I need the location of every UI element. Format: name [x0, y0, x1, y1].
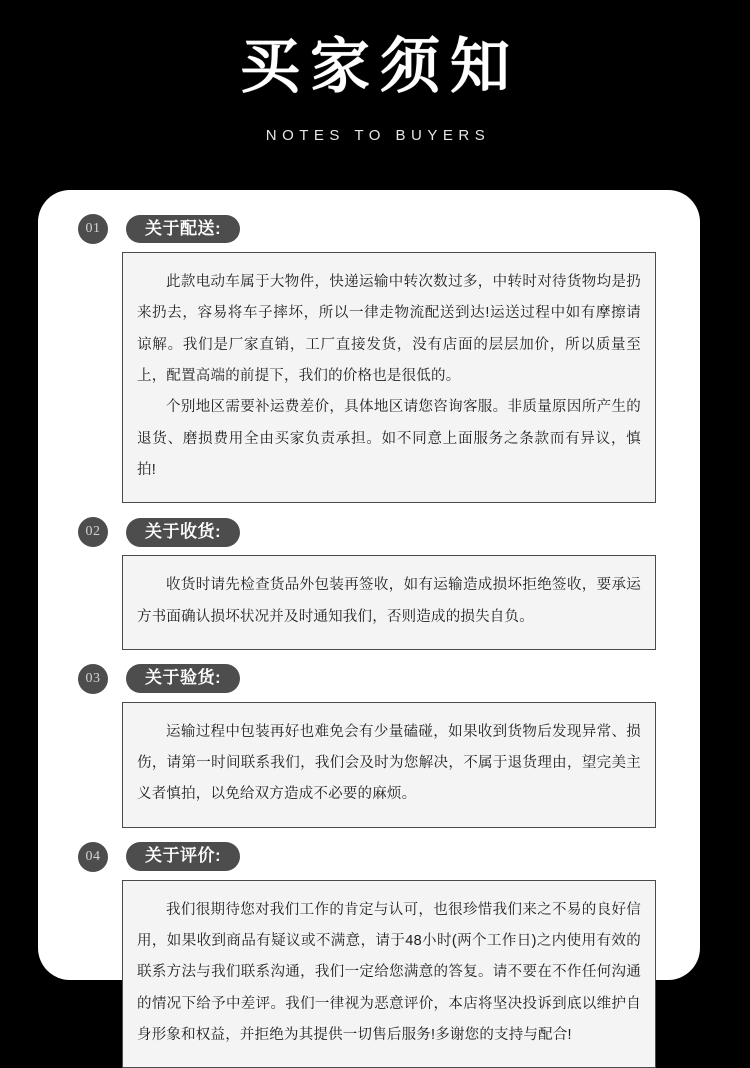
section-inspection: [38, 662, 700, 828]
section-header: [38, 662, 700, 696]
section-heading-pill: 关于配送:: [126, 215, 240, 244]
section-heading-pill: 关于评价:: [126, 842, 240, 871]
notes-card: [38, 190, 700, 1043]
section-shipping: [38, 212, 700, 503]
page-header: [0, 0, 750, 144]
section-number-badge: 01: [78, 214, 108, 244]
paragraph: 此款电动车属于大物件，快递运输中转次数过多，中转时对待货物均是扔来扔去，容易将车子摔坏，所以一律走物流配送到达!运送过程中如有摩擦请谅解。我们是厂家直销，工厂直接发货，没有店面的层层加价，所以质量至上，配置高端的前提下，我们的价格也是很低的。: [137, 274, 641, 384]
section-body: [122, 880, 656, 1068]
section-header: [38, 840, 700, 874]
page-subtitle: NOTES TO BUYERS: [265, 127, 491, 144]
paragraph: 我们很期待您对我们工作的肯定与认可，也很珍惜我们来之不易的良好信用，如果收到商品有疑议或不满意，请于48小时(两个工作日)之内使用有效的联系方法与我们联系沟通，我们一定给您满意的答复。请不要在不作任何沟通的情况下给予中差评。我们一律视为恶意评价，本店将坚决投诉到底以维护自身形象和权益，并拒绝为其提供一切售后服务!多谢您的支持与配合!: [137, 901, 641, 1043]
section-number-badge: 04: [78, 842, 108, 872]
section-header: [38, 515, 700, 549]
paragraph: 个别地区需要补运费差价，具体地区请您咨询客服。非质量原因所产生的退货、磨损费用全由买家负责承担。如不同意上面服务之条款而有异议，慎拍!: [137, 399, 641, 478]
section-heading-pill: 关于验货:: [126, 664, 240, 693]
section-body: [122, 555, 656, 650]
section-body: [122, 252, 656, 503]
section-header: [38, 212, 700, 246]
page-title: 买家须知: [240, 33, 520, 100]
section-receiving: [38, 515, 700, 650]
section-number-badge: 02: [78, 517, 108, 547]
section-number-badge: 03: [78, 664, 108, 694]
section-review: [38, 840, 700, 1068]
paragraph: 收货时请先检查货品外包装再签收，如有运输造成损坏拒绝签收，要承运方书面确认损坏状况并及时通知我们，否则造成的损失自负。: [137, 577, 641, 625]
section-body: [122, 702, 656, 828]
section-heading-pill: 关于收货:: [126, 518, 240, 547]
paragraph: 运输过程中包装再好也难免会有少量磕碰，如果收到货物后发现异常、损伤，请第一时间联系我们，我们会及时为您解决，不属于退货理由，望完美主义者慎拍，以免给双方造成不必要的麻烦。: [137, 723, 641, 803]
